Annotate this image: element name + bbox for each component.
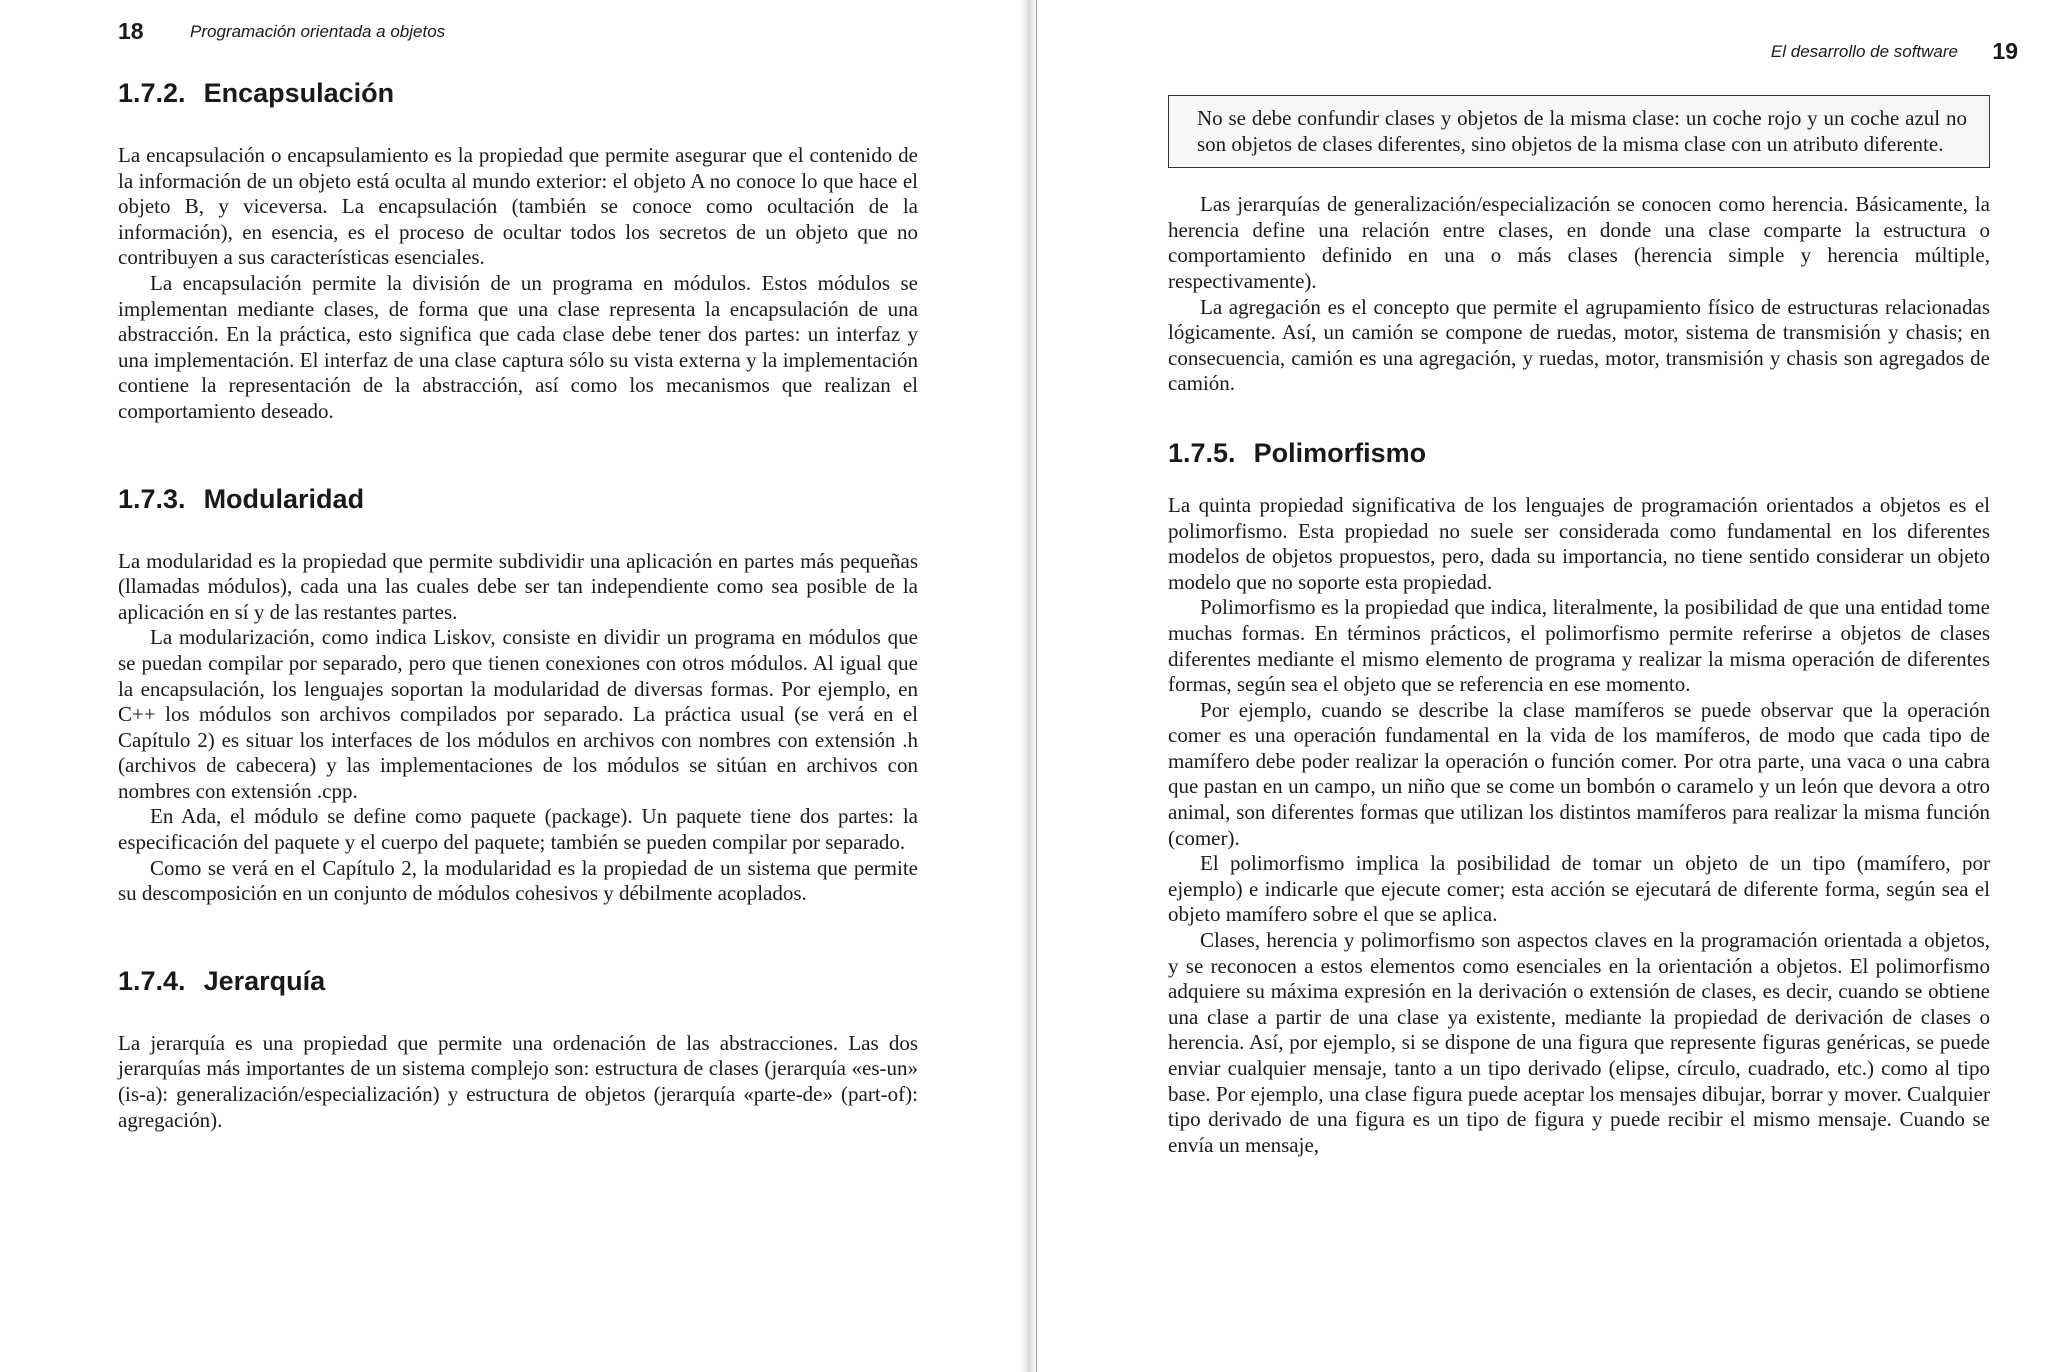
section-number: 1.7.3. [118,483,186,514]
left-running-head [118,18,718,48]
section-number: 1.7.5. [1168,437,1236,468]
section-title: Polimorfismo [1253,437,1427,468]
paragraph: La modularización, como indica Liskov, consiste en dividir un programa en módulos que se puedan compilar por separado, pero que tienen conexiones con otros módulos. Al igual que la encapsulación, los lenguajes soportan la modularidad de diversas formas. Por ejemplo, en C++ los módulos son archivos compilados por separado. La práctica usual (se verá en el Capítulo 2) es situar los interfaces de los módulos en archivos con nombres con extensión .h (archivos de cabecera) y las implementaciones de los módulos se sitúan en archivos con nombres con extensión .cpp. [118,625,918,803]
note-box [1168,95,1990,168]
paragraph: En Ada, el módulo se define como paquete (package). Un paquete tiene dos partes: la especificación del paquete y el cuerpo del paquete; también se pueden compilar por separado. [118,804,918,855]
paragraph: Como se verá en el Capítulo 2, la modularidad es la propiedad de un sistema que permite su descomposición en un conjunto de módulos cohesivos y débilmente acoplados. [118,855,918,906]
paragraph: La modularidad es la propiedad que permite subdividir una aplicación en partes más pequeñas (llamadas módulos), cada una las cuales debe ser tan independiente como sea posible de la aplicación en sí y de las restantes partes. [118,548,918,624]
section-number: 1.7.4. [118,965,186,996]
paragraph: Las jerarquías de generalización/especialización se conocen como herencia. Básicamente, la herencia define una relación entre clases, en donde una clase comparte la estructura o comportamiento definido en una o más clases (herencia simple y herencia múltiple, respectivamente). [1168,192,1990,293]
paragraph: Polimorfismo es la propiedad que indica, literalmente, la posibilidad de que una entidad tome muchas formas. En términos prácticos, el polimorfismo permite referirse a objetos de clases diferentes mediante el mismo elemento de programa y realizar la misma operación de diferentes formas, según sea el objeto que se referencia en ese momento. [1168,595,1990,697]
left-page-content [118,75,918,1133]
paragraph: La encapsulación permite la división de un programa en módulos. Estos módulos se implementan mediante clases, de forma que una clase representa la encapsulación de una abstracción. En la práctica, esto significa que cada clase debe tener dos partes: un interfaz y una implementación. El interfaz de una clase captura sólo su vista externa y la implementación contiene la representación de la abstracción, así como los mecanismos que realizan el comportamiento deseado. [118,270,918,423]
section-heading-encapsulacion [118,75,918,111]
right-page-number: 19 [1992,38,2018,64]
section-title: Encapsulación [203,78,395,108]
paragraph: El polimorfismo implica la posibilidad de tomar un objeto de un tipo (mamífero, por ejemplo) e indicarle que ejecute comer; esta acción se ejecutará de diferente forma, según sea el objeto mamífero sobre el que se aplica. [1168,851,1990,927]
right-page [1028,0,2048,1372]
right-running-title: El desarrollo de software [1770,42,1958,61]
left-page-number: 18 [118,18,144,44]
paragraph: Por ejemplo, cuando se describe la clase mamíferos se puede observar que la operación comer es una operación fundamental en la vida de los mamíferos, de modo que cada tipo de mamífero debe poder realizar la operación o función comer. Por otra parte, una vaca o una cabra que pastan en un campo, un niño que se come un bombón o caramelo y un león que devora a otro animal, son diferentes formas que utilizan los distintos mamíferos para realizar la misma función (comer). [1168,697,1990,850]
section-heading-polimorfismo [1168,435,1990,471]
section-title: Modularidad [203,483,365,514]
right-running-head [1678,38,2018,68]
paragraph: Clases, herencia y polimorfismo son aspectos claves en la programación orientada a objetos, y se reconocen a estos elementos como esenciales en la orientación a objetos. El polimorfismo adquiere su máxima expresión en la derivación o extensión de clases, es decir, cuando se obtiene una clase a partir de una clase ya existente, mediante la propiedad de derivación de clases o herencia. Así, por ejemplo, si se dispone de una figura que represente figuras genéricas, se puede enviar cualquier mensaje, tanto a un tipo derivado (elipse, círculo, cuadrado, etc.) como al tipo base. Por ejemplo, una clase figura puede aceptar los mensajes dibujar, borrar y mover. Cualquier tipo derivado de una figura es un tipo de figura y puede recibir el mismo mensaje. Cuando se envía un mensaje, [1168,928,1990,1157]
section-title: Jerarquía [203,965,326,996]
section-heading-modularidad [118,481,918,517]
paragraph: La quinta propiedad significativa de los lenguajes de programación orientados a objetos es el polimorfismo. Esta propiedad no suele ser considerada como fundamental en los diferentes modelos de objetos propuestos, pero, dada su importancia, no tiene sentido considerar un objeto modelo que no soporte esta propiedad. [1168,492,1990,594]
section-number: 1.7.2. [118,78,186,108]
right-page-content [1168,95,1990,1158]
paragraph: La jerarquía es una propiedad que permite una ordenación de las abstracciones. Las dos jerarquías más importantes de un sistema complejo son: estructura de clases (jerarquía «es-un» (is-a): generalización/especialización) y estructura de objetos (jerarquía «parte-de» (part-of): agregación). [118,1030,918,1132]
paragraph: La encapsulación o encapsulamiento es la propiedad que permite asegurar que el contenido de la información de un objeto está oculta al mundo exterior: el objeto A no conoce lo que hace el objeto B, y viceversa. La encapsulación (también se conoce como ocultación de la información), en esencia, es el proceso de ocultar todos los secretos de un objeto que no contribuyen a sus características esenciales. [118,143,918,270]
paragraph: La agregación es el concepto que permite el agrupamiento físico de estructuras relacionadas lógicamente. Así, un camión se compone de ruedas, motor, sistema de transmisión y chasis; en consecuencia, camión es una agregación, y ruedas, motor, transmisión y chasis son agregados de camión. [1168,294,1990,396]
note-text: No se debe confundir clases y objetos de la misma clase: un coche rojo y un coche azul no son objetos de clases diferentes, sino objetos de la misma clase con un atributo diferente. [1197,106,1967,156]
section-heading-jerarquia [118,963,918,999]
left-running-title: Programación orientada a objetos [190,22,446,41]
